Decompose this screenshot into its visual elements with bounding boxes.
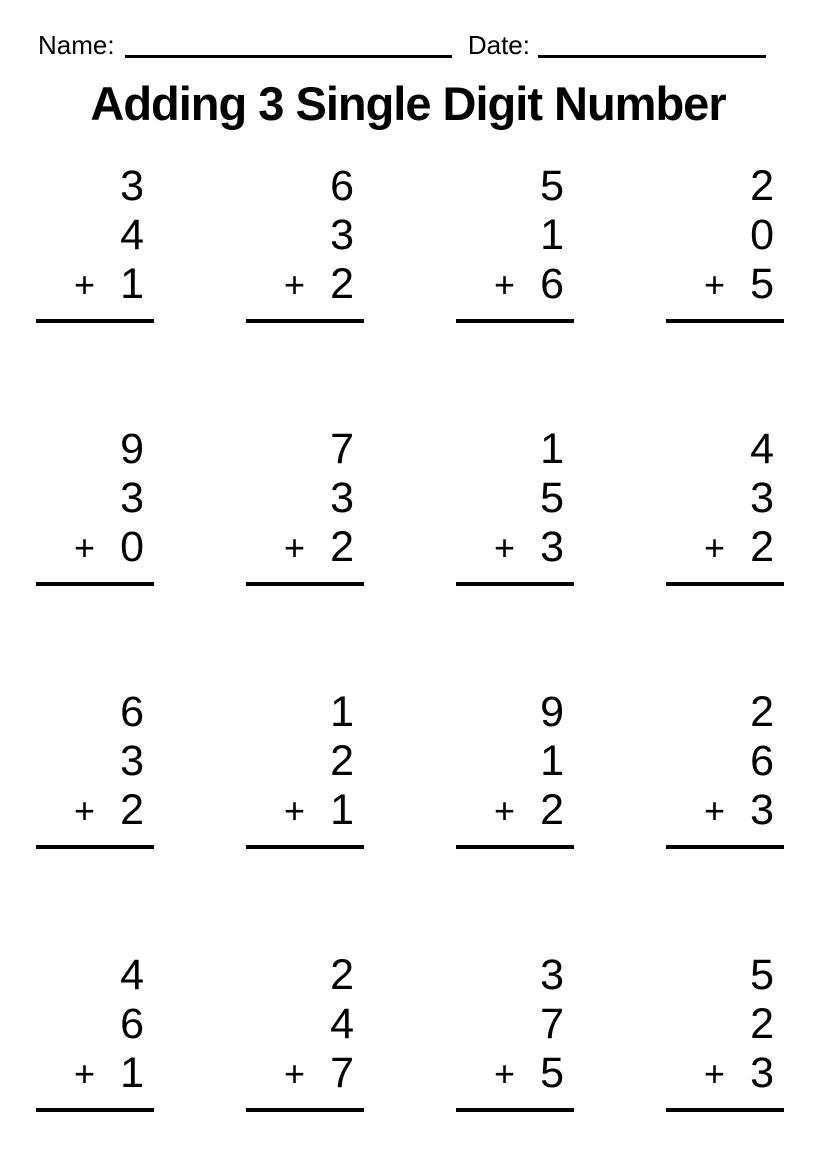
addend-digit-1: 9: [540, 688, 564, 736]
addend-digit-3: 1: [120, 260, 144, 308]
plus-operator: +: [284, 264, 306, 305]
addend-digit-3: 3: [540, 523, 564, 571]
addend-row-3: [246, 1049, 364, 1098]
addend-row-3: [246, 786, 364, 835]
name-blank[interactable]: [125, 31, 452, 58]
addend-digit-1: 5: [750, 951, 774, 999]
addition-problem: [246, 951, 364, 1156]
addend-digit-3: 7: [330, 1049, 354, 1097]
problems-grid: [36, 162, 816, 1156]
addend-digit-2: 6: [750, 737, 774, 785]
addition-problem: [246, 688, 364, 893]
answer-space[interactable]: [456, 1112, 574, 1156]
addend-digit-2: 3: [330, 474, 354, 522]
addend-row-3: [36, 260, 154, 309]
addition-problem: [456, 688, 574, 893]
addend-digit-3: 1: [330, 786, 354, 834]
answer-space[interactable]: [36, 1112, 154, 1156]
date-blank[interactable]: [538, 31, 766, 58]
addend-digit-2: 6: [120, 1000, 144, 1048]
addend-row-3: [36, 523, 154, 572]
addend-digit-2: 3: [120, 737, 144, 785]
plus-operator: +: [284, 790, 306, 831]
addend-digit-3: 3: [750, 1049, 774, 1097]
addend-row-3: [246, 523, 364, 572]
addend-digit-3: 6: [540, 260, 564, 308]
plus-operator: +: [284, 1053, 306, 1094]
addend-digit-2: 3: [120, 474, 144, 522]
addend-digit-1: 9: [120, 425, 144, 473]
addition-problem: [456, 162, 574, 367]
answer-space[interactable]: [246, 586, 364, 630]
addend-digit-1: 2: [750, 162, 774, 210]
addend-digit-2: 1: [540, 211, 564, 259]
addend-digit-3: 5: [750, 260, 774, 308]
addend-row-3: [456, 786, 574, 835]
addend-digit-1: 2: [750, 688, 774, 736]
addition-problem: [666, 162, 784, 367]
addend-digit-3: 2: [120, 786, 144, 834]
addend-row-3: [246, 260, 364, 309]
answer-space[interactable]: [666, 1112, 784, 1156]
header: [0, 0, 816, 60]
addition-problem: [666, 425, 784, 630]
plus-operator: +: [284, 527, 306, 568]
addend-digit-1: 1: [330, 688, 354, 736]
answer-space[interactable]: [666, 586, 784, 630]
addition-problem: [456, 425, 574, 630]
addend-row-3: [36, 1049, 154, 1098]
answer-space[interactable]: [36, 849, 154, 893]
addend-row-3: [456, 1049, 574, 1098]
addend-digit-1: 7: [330, 425, 354, 473]
addend-digit-3: 5: [540, 1049, 564, 1097]
addend-digit-3: 2: [330, 260, 354, 308]
plus-operator: +: [704, 527, 726, 568]
plus-operator: +: [704, 790, 726, 831]
answer-space[interactable]: [456, 586, 574, 630]
addition-problem: [246, 162, 364, 367]
answer-space[interactable]: [246, 323, 364, 367]
addition-problem: [666, 688, 784, 893]
addend-digit-3: 2: [330, 523, 354, 571]
addend-row-3: [36, 786, 154, 835]
addend-row-3: [456, 523, 574, 572]
addend-digit-1: 2: [330, 951, 354, 999]
answer-space[interactable]: [666, 323, 784, 367]
page-title: Adding 3 Single Digit Number: [90, 77, 726, 130]
addition-problem: [36, 688, 154, 893]
answer-space[interactable]: [666, 849, 784, 893]
addend-digit-2: 4: [120, 211, 144, 259]
addend-digit-2: 7: [540, 1000, 564, 1048]
plus-operator: +: [74, 1053, 96, 1094]
addend-digit-2: 5: [540, 474, 564, 522]
addend-digit-1: 3: [120, 162, 144, 210]
addend-digit-1: 1: [540, 425, 564, 473]
plus-operator: +: [704, 264, 726, 305]
addend-digit-1: 4: [750, 425, 774, 473]
plus-operator: +: [704, 1053, 726, 1094]
plus-operator: +: [74, 527, 96, 568]
addend-digit-3: 2: [750, 523, 774, 571]
addend-row-3: [666, 260, 784, 309]
addition-problem: [666, 951, 784, 1156]
addend-digit-2: 3: [750, 474, 774, 522]
addend-digit-1: 5: [540, 162, 564, 210]
plus-operator: +: [74, 790, 96, 831]
name-label: Name:: [38, 30, 115, 60]
answer-space[interactable]: [456, 849, 574, 893]
answer-space[interactable]: [246, 1112, 364, 1156]
addend-digit-1: 4: [120, 951, 144, 999]
addend-digit-1: 6: [120, 688, 144, 736]
plus-operator: +: [494, 790, 516, 831]
addition-problem: [36, 425, 154, 630]
answer-space[interactable]: [456, 323, 574, 367]
addend-digit-2: 0: [750, 211, 774, 259]
addend-row-3: [666, 786, 784, 835]
addend-digit-1: 3: [540, 951, 564, 999]
addend-row-3: [666, 523, 784, 572]
plus-operator: +: [494, 527, 516, 568]
addition-problem: [36, 951, 154, 1156]
addition-problem: [246, 425, 364, 630]
date-label: Date:: [467, 30, 530, 60]
answer-space[interactable]: [36, 323, 154, 367]
addend-row-3: [666, 1049, 784, 1098]
addend-digit-2: 2: [750, 1000, 774, 1048]
addend-row-3: [456, 260, 574, 309]
addend-digit-2: 2: [330, 737, 354, 785]
addend-digit-1: 6: [330, 162, 354, 210]
addend-digit-3: 3: [750, 786, 774, 834]
addend-digit-3: 1: [120, 1049, 144, 1097]
addend-digit-3: 2: [540, 786, 564, 834]
addend-digit-3: 0: [120, 523, 144, 571]
plus-operator: +: [74, 264, 96, 305]
answer-space[interactable]: [246, 849, 364, 893]
answer-space[interactable]: [36, 586, 154, 630]
addend-digit-2: 1: [540, 737, 564, 785]
addition-problem: [456, 951, 574, 1156]
plus-operator: +: [494, 264, 516, 305]
addition-problem: [36, 162, 154, 367]
plus-operator: +: [494, 1053, 516, 1094]
addend-digit-2: 4: [330, 1000, 354, 1048]
addend-digit-2: 3: [330, 211, 354, 259]
